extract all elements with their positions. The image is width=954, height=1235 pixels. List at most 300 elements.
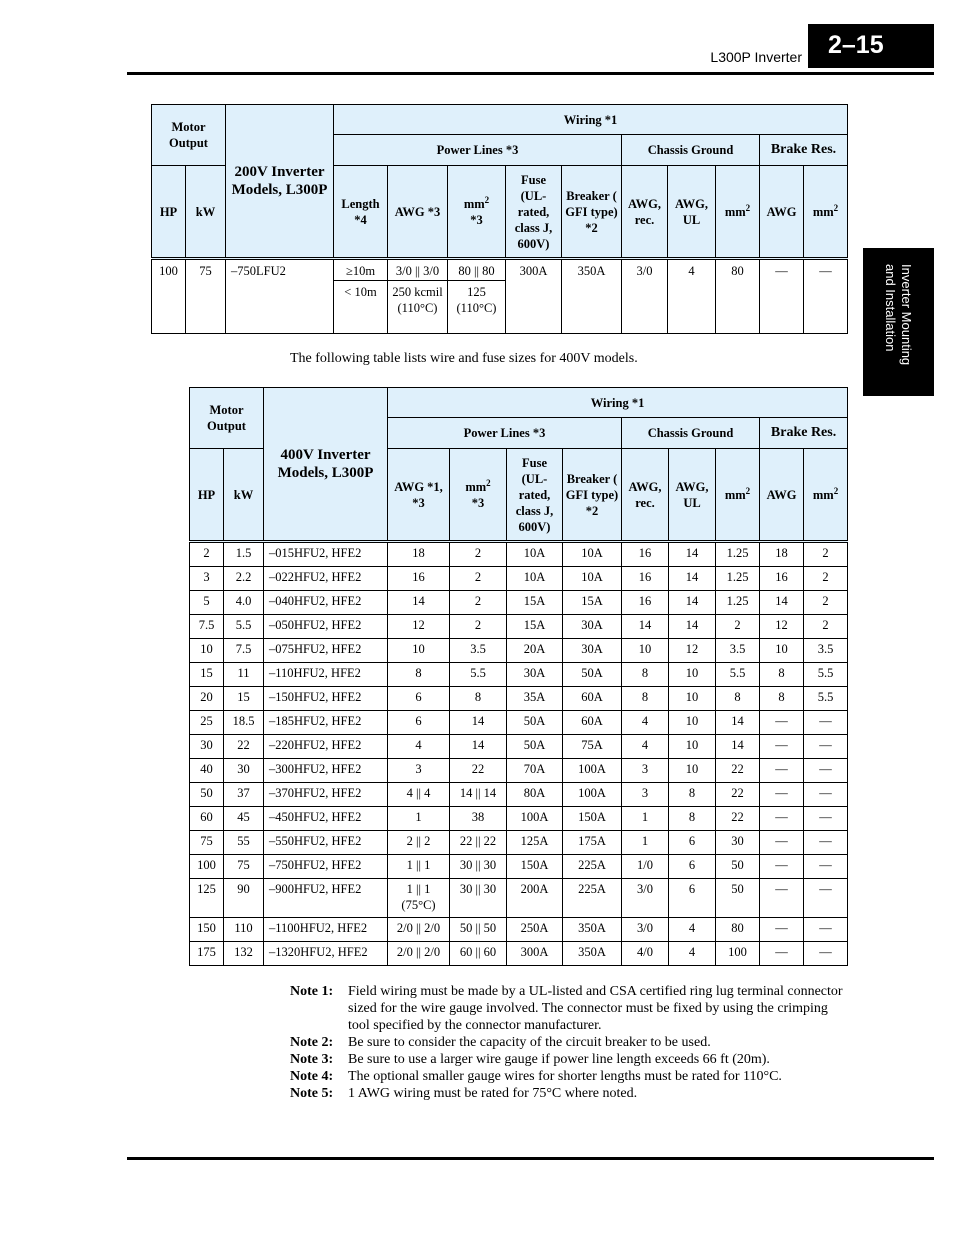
cell-br-awg: — bbox=[760, 711, 804, 735]
note-text: Be sure to use a larger wire gauge if power line length exceeds 66 ft (20m). bbox=[348, 1052, 770, 1067]
cell-model: –185HFU2, HFE2 bbox=[264, 711, 388, 735]
cell-hp: 125 bbox=[190, 879, 224, 918]
header-br-mm2: $mm^2$ bbox=[804, 449, 848, 542]
header-cg-mm2: $mm^2$ bbox=[716, 449, 760, 542]
cell-awg-rec: 3 bbox=[622, 783, 669, 807]
cell-br-awg: 10 bbox=[760, 639, 804, 663]
cell-kw: 2.2 bbox=[224, 567, 264, 591]
cell-br-mm2: 3.5 bbox=[804, 639, 848, 663]
cell-cg-mm2: 1.25 bbox=[716, 567, 760, 591]
cell-fuse: 300A bbox=[507, 942, 563, 966]
cell-breaker: 350A bbox=[563, 918, 622, 942]
cell-breaker: 30A bbox=[563, 639, 622, 663]
header-brake-res: Brake Res. bbox=[760, 418, 848, 449]
header-kw: kW bbox=[224, 449, 264, 542]
cell-mm2: 30 || 30 bbox=[450, 855, 507, 879]
table-row bbox=[190, 639, 848, 663]
cell-hp: 60 bbox=[190, 807, 224, 831]
intro-text: The following table lists wire and fuse sizes for 400V models. bbox=[290, 351, 638, 366]
cell-fuse: 10A bbox=[507, 567, 563, 591]
table-row bbox=[190, 759, 848, 783]
cell-br-awg: — bbox=[760, 759, 804, 783]
cell-awg-ul: 6 bbox=[669, 855, 716, 879]
table-row bbox=[190, 663, 848, 687]
cell-hp: 100 bbox=[152, 259, 186, 334]
note-label: Note 2: bbox=[290, 1035, 334, 1050]
cell-model: –550HFU2, HFE2 bbox=[264, 831, 388, 855]
cell-kw: 11 bbox=[224, 663, 264, 687]
cell-awg-rec: 3 bbox=[622, 759, 669, 783]
table-row bbox=[190, 855, 848, 879]
cell-hp: 40 bbox=[190, 759, 224, 783]
cell-awg-rec: 1/0 bbox=[622, 855, 669, 879]
cell-length: ≥10m bbox=[334, 259, 388, 281]
cell-cg-mm2: 1.25 bbox=[716, 591, 760, 615]
cell-awg-rec: 8 bbox=[622, 663, 669, 687]
cell-awg-ul: 14 bbox=[669, 591, 716, 615]
cell-model: –750HFU2, HFE2 bbox=[264, 855, 388, 879]
cell-fuse: 300A bbox=[506, 259, 562, 334]
cell-cg-mm2: 80 bbox=[716, 259, 760, 334]
note-label: Note 5: bbox=[290, 1086, 334, 1101]
cell-awg-rec: 16 bbox=[622, 542, 669, 567]
cell-breaker: 15A bbox=[563, 591, 622, 615]
cell-cg-mm2: 2 bbox=[716, 615, 760, 639]
cell-model: –900HFU2, HFE2 bbox=[264, 879, 388, 918]
cell-mm2: 22 bbox=[450, 759, 507, 783]
cell-hp: 15 bbox=[190, 663, 224, 687]
cell-fuse: 250A bbox=[507, 918, 563, 942]
cell-breaker: 175A bbox=[563, 831, 622, 855]
cell-mm2: 3.5 bbox=[450, 639, 507, 663]
header-breaker: Breaker ( GFI type) *2 bbox=[562, 166, 622, 259]
cell-awg-rec: 16 bbox=[622, 567, 669, 591]
side-tab-text bbox=[863, 248, 934, 396]
cell-mm2: 80 || 80 bbox=[448, 259, 506, 281]
cell-br-mm2: — bbox=[804, 918, 848, 942]
cell-awg-rec: 3/0 bbox=[622, 918, 669, 942]
header-awg: AWG *1, *3 bbox=[388, 449, 450, 542]
note-text: 1 AWG wiring must be rated for 75°C where noted. bbox=[348, 1086, 638, 1101]
header-wiring: Wiring *1 bbox=[388, 388, 848, 418]
cell-cg-mm2: 30 bbox=[716, 831, 760, 855]
cell-br-awg: — bbox=[760, 259, 804, 334]
cell-cg-mm2: 8 bbox=[716, 687, 760, 711]
cell-hp: 100 bbox=[190, 855, 224, 879]
cell-br-awg: 16 bbox=[760, 567, 804, 591]
cell-hp: 2 bbox=[190, 542, 224, 567]
header-model: 200V Inverter Models, L300P bbox=[226, 105, 334, 259]
header-length: Length *4 bbox=[334, 166, 388, 259]
cell-breaker: 30A bbox=[563, 615, 622, 639]
cell-cg-mm2: 1.25 bbox=[716, 542, 760, 567]
note-item bbox=[290, 1068, 850, 1085]
cell-br-awg: 12 bbox=[760, 615, 804, 639]
cell-kw: 18.5 bbox=[224, 711, 264, 735]
cell-fuse: 200A bbox=[507, 879, 563, 918]
table-row bbox=[190, 735, 848, 759]
cell-awg-rec: 3/0 bbox=[622, 879, 669, 918]
header-chassis-ground: Chassis Ground bbox=[622, 418, 760, 449]
cell-fuse: 15A bbox=[507, 591, 563, 615]
cell-breaker: 10A bbox=[563, 567, 622, 591]
cell-awg-rec: 1 bbox=[622, 831, 669, 855]
cell-br-awg: — bbox=[760, 735, 804, 759]
cell-awg-ul: 4 bbox=[669, 942, 716, 966]
cell-fuse: 150A bbox=[507, 855, 563, 879]
cell-cg-mm2: 14 bbox=[716, 711, 760, 735]
header-br-awg: AWG bbox=[760, 449, 804, 542]
header-breaker: Breaker ( GFI type) *2 bbox=[563, 449, 622, 542]
cell-br-awg: — bbox=[760, 831, 804, 855]
cell-mm2: 38 bbox=[450, 807, 507, 831]
table-400v-body bbox=[190, 542, 848, 966]
header-hp: HP bbox=[190, 449, 224, 542]
cell-model: –1320HFU2, HFE2 bbox=[264, 942, 388, 966]
cell-breaker: 350A bbox=[562, 259, 622, 334]
side-tab-line1: Inverter Mounting bbox=[899, 264, 915, 366]
cell-mm2: 5.5 bbox=[450, 663, 507, 687]
cell-hp: 10 bbox=[190, 639, 224, 663]
cell-awg-ul: 4 bbox=[669, 918, 716, 942]
cell-awg: 2/0 || 2/0 bbox=[388, 918, 450, 942]
cell-model: –370HFU2, HFE2 bbox=[264, 783, 388, 807]
cell-awg: 16 bbox=[388, 567, 450, 591]
cell-fuse: 35A bbox=[507, 687, 563, 711]
cell-br-awg: 8 bbox=[760, 663, 804, 687]
running-header-title: L300P Inverter bbox=[710, 49, 802, 65]
header-awg: AWG *3 bbox=[388, 166, 448, 259]
cell-br-mm2: — bbox=[804, 711, 848, 735]
cell-br-mm2: — bbox=[804, 831, 848, 855]
cell-mm2: 14 || 14 bbox=[450, 783, 507, 807]
cell-br-mm2: 2 bbox=[804, 542, 848, 567]
cell-breaker: 100A bbox=[563, 759, 622, 783]
note-text: Field wiring must be made by a UL-listed and CSA certified ring lug terminal connector sized for the wire gauge involved. The connector must be fixed by using the crimping tool specified by the connector manufacturer. bbox=[348, 984, 843, 1033]
cell-fuse: 50A bbox=[507, 735, 563, 759]
cell-awg: 2 || 2 bbox=[388, 831, 450, 855]
table-row bbox=[190, 591, 848, 615]
header-br-mm2: $mm^2$ bbox=[804, 166, 848, 259]
cell-mm2: 8 bbox=[450, 687, 507, 711]
cell-br-mm2: — bbox=[804, 942, 848, 966]
wiring-table-400v bbox=[189, 387, 848, 966]
cell-br-mm2: — bbox=[804, 879, 848, 918]
cell-awg: 3/0 || 3/0 bbox=[388, 259, 448, 281]
cell-awg-rec: 16 bbox=[622, 591, 669, 615]
cell-awg: 1 || 1 bbox=[388, 855, 450, 879]
header-kw: kW bbox=[186, 166, 226, 259]
cell-model: –150HFU2, HFE2 bbox=[264, 687, 388, 711]
cell-awg-rec: 10 bbox=[622, 639, 669, 663]
cell-awg-ul: 14 bbox=[669, 542, 716, 567]
cell-hp: 150 bbox=[190, 918, 224, 942]
cell-cg-mm2: 22 bbox=[716, 759, 760, 783]
header-br-awg: AWG bbox=[760, 166, 804, 259]
table-row bbox=[190, 567, 848, 591]
header-hp: HP bbox=[152, 166, 186, 259]
wiring-table-200v bbox=[151, 104, 848, 334]
cell-model: –300HFU2, HFE2 bbox=[264, 759, 388, 783]
cell-awg: 4 || 4 bbox=[388, 783, 450, 807]
cell-breaker: 100A bbox=[563, 783, 622, 807]
cell-hp: 3 bbox=[190, 567, 224, 591]
header-fuse: Fuse (UL-rated, class J, 600V) bbox=[506, 166, 562, 259]
cell-model: –075HFU2, HFE2 bbox=[264, 639, 388, 663]
cell-kw: 75 bbox=[224, 855, 264, 879]
cell-awg-rec: 4 bbox=[622, 735, 669, 759]
cell-awg: 1 bbox=[388, 807, 450, 831]
table-row bbox=[190, 542, 848, 567]
header-model: 400V Inverter Models, L300P bbox=[264, 388, 388, 542]
cell-model: –110HFU2, HFE2 bbox=[264, 663, 388, 687]
cell-awg: 6 bbox=[388, 711, 450, 735]
cell-awg-rec: 4 bbox=[622, 711, 669, 735]
footer-rule bbox=[127, 1157, 934, 1160]
table-row bbox=[190, 687, 848, 711]
cell-br-mm2: 2 bbox=[804, 591, 848, 615]
cell-fuse: 125A bbox=[507, 831, 563, 855]
notes-list bbox=[290, 983, 850, 1102]
cell-model: –750LFU2 bbox=[226, 259, 334, 334]
cell-model: –022HFU2, HFE2 bbox=[264, 567, 388, 591]
note-item bbox=[290, 1034, 850, 1051]
cell-awg: 2/0 || 2/0 bbox=[388, 942, 450, 966]
cell-awg: 10 bbox=[388, 639, 450, 663]
cell-breaker: 350A bbox=[563, 942, 622, 966]
cell-cg-mm2: 50 bbox=[716, 855, 760, 879]
cell-br-awg: — bbox=[760, 918, 804, 942]
cell-kw: 4.0 bbox=[224, 591, 264, 615]
cell-kw: 132 bbox=[224, 942, 264, 966]
header-power-lines: Power Lines *3 bbox=[334, 135, 622, 166]
cell-fuse: 20A bbox=[507, 639, 563, 663]
cell-awg-ul: 14 bbox=[669, 567, 716, 591]
cell-cg-mm2: 22 bbox=[716, 807, 760, 831]
cell-awg-rec: 8 bbox=[622, 687, 669, 711]
cell-fuse: 80A bbox=[507, 783, 563, 807]
cell-hp: 7.5 bbox=[190, 615, 224, 639]
cell-kw: 37 bbox=[224, 783, 264, 807]
cell-length: < 10m bbox=[334, 281, 388, 334]
header-mm2: $mm^2$ *3 bbox=[448, 166, 506, 259]
cell-mm2: 2 bbox=[450, 615, 507, 639]
cell-kw: 22 bbox=[224, 735, 264, 759]
cell-kw: 7.5 bbox=[224, 639, 264, 663]
note-item bbox=[290, 983, 850, 1034]
cell-awg-ul: 8 bbox=[669, 807, 716, 831]
cell-kw: 30 bbox=[224, 759, 264, 783]
header-motor-output: Motor Output bbox=[190, 388, 264, 449]
cell-model: –040HFU2, HFE2 bbox=[264, 591, 388, 615]
header-motor-output: Motor Output bbox=[152, 105, 226, 166]
chapter-side-tab bbox=[863, 248, 934, 396]
cell-breaker: 10A bbox=[563, 542, 622, 567]
cell-mm2: 50 || 50 bbox=[450, 918, 507, 942]
cell-awg-ul: 10 bbox=[669, 735, 716, 759]
note-label: Note 4: bbox=[290, 1069, 334, 1084]
cell-awg-ul: 10 bbox=[669, 663, 716, 687]
cell-br-awg: — bbox=[760, 942, 804, 966]
cell-awg: 250 kcmil (110°C) bbox=[388, 281, 448, 334]
cell-mm2: 2 bbox=[450, 591, 507, 615]
cell-awg: 3 bbox=[388, 759, 450, 783]
cell-breaker: 225A bbox=[563, 855, 622, 879]
header-mm2: $mm^2$ *3 bbox=[450, 449, 507, 542]
cell-model: –050HFU2, HFE2 bbox=[264, 615, 388, 639]
cell-mm2: 60 || 60 bbox=[450, 942, 507, 966]
cell-br-mm2: — bbox=[804, 759, 848, 783]
cell-awg: 8 bbox=[388, 663, 450, 687]
table-row bbox=[190, 711, 848, 735]
cell-mm2: 2 bbox=[450, 567, 507, 591]
cell-kw: 15 bbox=[224, 687, 264, 711]
cell-awg-ul: 10 bbox=[669, 759, 716, 783]
cell-mm2: 125 (110°C) bbox=[448, 281, 506, 334]
cell-kw: 75 bbox=[186, 259, 226, 334]
note-item bbox=[290, 1085, 850, 1102]
note-text: The optional smaller gauge wires for shorter lengths must be rated for 110°C. bbox=[348, 1069, 782, 1084]
cell-hp: 20 bbox=[190, 687, 224, 711]
cell-br-awg: 14 bbox=[760, 591, 804, 615]
cell-breaker: 60A bbox=[563, 687, 622, 711]
table-row bbox=[190, 918, 848, 942]
cell-awg-rec: 4/0 bbox=[622, 942, 669, 966]
note-label: Note 1: bbox=[290, 984, 334, 999]
cell-kw: 110 bbox=[224, 918, 264, 942]
cell-breaker: 75A bbox=[563, 735, 622, 759]
cell-br-awg: — bbox=[760, 855, 804, 879]
cell-hp: 50 bbox=[190, 783, 224, 807]
cell-hp: 30 bbox=[190, 735, 224, 759]
cell-cg-mm2: 3.5 bbox=[716, 639, 760, 663]
cell-kw: 55 bbox=[224, 831, 264, 855]
cell-kw: 5.5 bbox=[224, 615, 264, 639]
cell-awg-ul: 8 bbox=[669, 783, 716, 807]
cell-mm2: 2 bbox=[450, 542, 507, 567]
note-label: Note 3: bbox=[290, 1052, 334, 1067]
cell-br-awg: — bbox=[760, 879, 804, 918]
header-rule bbox=[127, 72, 934, 75]
header-awg-rec: AWG, rec. bbox=[622, 449, 669, 542]
table-row bbox=[190, 831, 848, 855]
header-wiring: Wiring *1 bbox=[334, 105, 848, 135]
cell-cg-mm2: 50 bbox=[716, 879, 760, 918]
cell-awg-ul: 14 bbox=[669, 615, 716, 639]
cell-cg-mm2: 100 bbox=[716, 942, 760, 966]
cell-kw: 1.5 bbox=[224, 542, 264, 567]
cell-fuse: 50A bbox=[507, 711, 563, 735]
cell-awg: 1 || 1 (75°C) bbox=[388, 879, 450, 918]
cell-breaker: 150A bbox=[563, 807, 622, 831]
cell-awg-ul: 12 bbox=[669, 639, 716, 663]
header-brake-res: Brake Res. bbox=[760, 135, 848, 166]
cell-br-awg: 18 bbox=[760, 542, 804, 567]
cell-mm2: 30 || 30 bbox=[450, 879, 507, 918]
header-awg-ul: AWG, UL bbox=[669, 449, 716, 542]
cell-br-mm2: — bbox=[804, 735, 848, 759]
cell-hp: 75 bbox=[190, 831, 224, 855]
cell-awg: 18 bbox=[388, 542, 450, 567]
cell-cg-mm2: 5.5 bbox=[716, 663, 760, 687]
cell-awg-ul: 6 bbox=[669, 831, 716, 855]
cell-kw: 45 bbox=[224, 807, 264, 831]
cell-model: –450HFU2, HFE2 bbox=[264, 807, 388, 831]
header-chassis-ground: Chassis Ground bbox=[622, 135, 760, 166]
cell-awg: 6 bbox=[388, 687, 450, 711]
table-row bbox=[190, 615, 848, 639]
cell-awg-rec: 14 bbox=[622, 615, 669, 639]
cell-kw: 90 bbox=[224, 879, 264, 918]
table-row bbox=[190, 783, 848, 807]
cell-breaker: 50A bbox=[563, 663, 622, 687]
cell-awg-ul: 10 bbox=[669, 687, 716, 711]
cell-awg-ul: 10 bbox=[669, 711, 716, 735]
page-number: 2–15 bbox=[808, 24, 934, 68]
cell-awg: 4 bbox=[388, 735, 450, 759]
cell-br-mm2: — bbox=[804, 807, 848, 831]
cell-awg-ul: 4 bbox=[668, 259, 716, 334]
cell-model: –220HFU2, HFE2 bbox=[264, 735, 388, 759]
cell-fuse: 100A bbox=[507, 807, 563, 831]
cell-br-mm2: — bbox=[804, 783, 848, 807]
header-awg-rec: AWG, rec. bbox=[622, 166, 668, 259]
cell-fuse: 15A bbox=[507, 615, 563, 639]
cell-br-mm2: 2 bbox=[804, 615, 848, 639]
cell-awg-rec: 1 bbox=[622, 807, 669, 831]
cell-model: –015HFU2, HFE2 bbox=[264, 542, 388, 567]
cell-breaker: 60A bbox=[563, 711, 622, 735]
cell-mm2: 14 bbox=[450, 735, 507, 759]
header-cg-mm2: $mm^2$ bbox=[716, 166, 760, 259]
cell-br-awg: 8 bbox=[760, 687, 804, 711]
cell-fuse: 10A bbox=[507, 542, 563, 567]
cell-hp: 25 bbox=[190, 711, 224, 735]
cell-br-mm2: — bbox=[804, 259, 848, 334]
cell-awg: 12 bbox=[388, 615, 450, 639]
cell-fuse: 70A bbox=[507, 759, 563, 783]
cell-br-mm2: 5.5 bbox=[804, 687, 848, 711]
cell-mm2: 22 || 22 bbox=[450, 831, 507, 855]
table-row bbox=[190, 807, 848, 831]
cell-hp: 175 bbox=[190, 942, 224, 966]
cell-br-awg: — bbox=[760, 807, 804, 831]
note-text: Be sure to consider the capacity of the circuit breaker to be used. bbox=[348, 1035, 711, 1050]
cell-br-mm2: — bbox=[804, 855, 848, 879]
cell-awg: 14 bbox=[388, 591, 450, 615]
cell-br-mm2: 2 bbox=[804, 567, 848, 591]
cell-awg-ul: 6 bbox=[669, 879, 716, 918]
cell-br-awg: — bbox=[760, 783, 804, 807]
cell-cg-mm2: 22 bbox=[716, 783, 760, 807]
side-tab-line2: and Installation bbox=[883, 264, 899, 352]
note-item bbox=[290, 1051, 850, 1068]
table-row bbox=[190, 879, 848, 918]
cell-fuse: 30A bbox=[507, 663, 563, 687]
cell-model: –1100HFU2, HFE2 bbox=[264, 918, 388, 942]
cell-awg-rec: 3/0 bbox=[622, 259, 668, 334]
cell-mm2: 14 bbox=[450, 711, 507, 735]
cell-cg-mm2: 80 bbox=[716, 918, 760, 942]
cell-breaker: 225A bbox=[563, 879, 622, 918]
header-awg-ul: AWG, UL bbox=[668, 166, 716, 259]
table-row bbox=[190, 942, 848, 966]
header-fuse: Fuse (UL-rated, class J, 600V) bbox=[507, 449, 563, 542]
cell-hp: 5 bbox=[190, 591, 224, 615]
cell-cg-mm2: 14 bbox=[716, 735, 760, 759]
header-power-lines: Power Lines *3 bbox=[388, 418, 622, 449]
cell-br-mm2: 5.5 bbox=[804, 663, 848, 687]
